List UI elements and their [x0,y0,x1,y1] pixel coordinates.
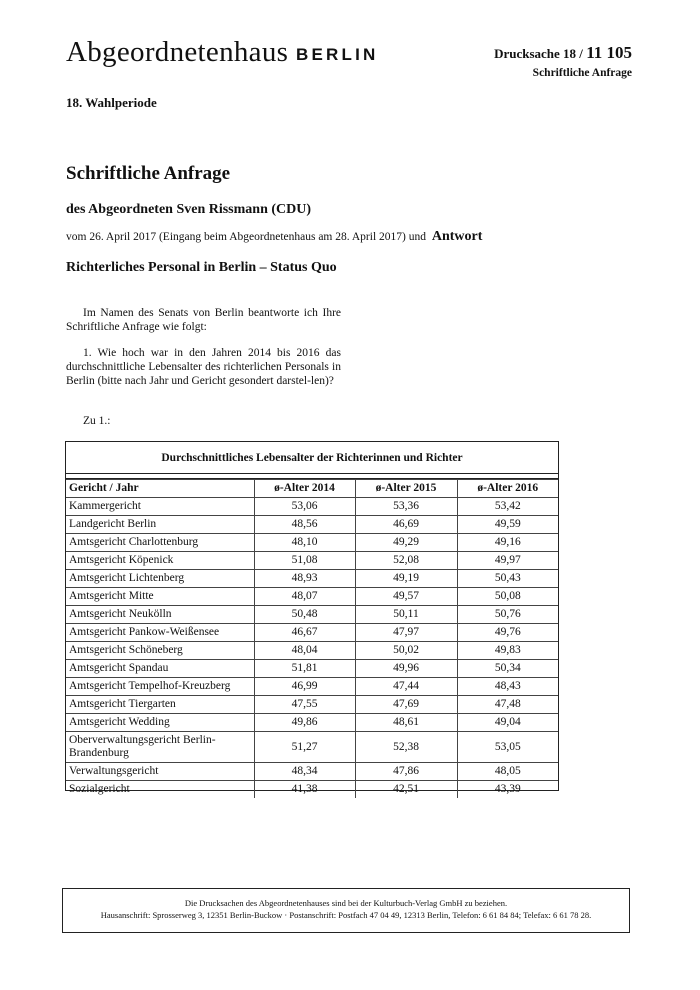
age-2015: 48,61 [355,714,457,732]
age-2016: 53,05 [457,732,558,763]
court-name: Amtsgericht Pankow-Weißensee [66,624,254,642]
age-2016: 49,16 [457,534,558,552]
table-row [66,552,558,570]
age-2016: 47,48 [457,696,558,714]
age-2014: 48,93 [254,570,355,588]
age-2015: 52,08 [355,552,457,570]
table-header-row [66,480,558,498]
age-2016: 50,34 [457,660,558,678]
table-row [66,732,558,763]
age-2016: 49,59 [457,516,558,534]
table-row [66,624,558,642]
age-2014: 49,86 [254,714,355,732]
age-2016: 50,08 [457,588,558,606]
age-2016: 48,43 [457,678,558,696]
court-name: Oberverwaltungsgericht Berlin-Brandenburg [66,732,254,763]
table-row [66,781,558,799]
page-title: Schriftliche Anfrage [66,163,231,184]
header-2015: ø-Alter 2015 [355,480,457,498]
court-name: Amtsgericht Tiergarten [66,696,254,714]
court-name: Landgericht Berlin [66,516,254,534]
age-2014: 47,55 [254,696,355,714]
table-caption: Durchschnittliches Lebensalter der Richterinnen und Richter [66,442,558,474]
table-row [66,516,558,534]
court-name: Kammergericht [66,498,254,516]
header-2016: ø-Alter 2016 [457,480,558,498]
document-type: Schriftliche Anfrage [532,67,632,79]
legislative-period: 18. Wahlperiode [66,95,157,110]
court-name: Amtsgericht Spandau [66,660,254,678]
age-2015: 49,29 [355,534,457,552]
age-2016: 48,05 [457,763,558,781]
court-name: Amtsgericht Neukölln [66,606,254,624]
court-name: Verwaltungsgericht [66,763,254,781]
table-row [66,588,558,606]
table-row [66,714,558,732]
age-2015: 53,36 [355,498,457,516]
table-row [66,534,558,552]
court-name: Amtsgericht Schöneberg [66,642,254,660]
age-2015: 47,97 [355,624,457,642]
age-2014: 53,06 [254,498,355,516]
table-row [66,570,558,588]
age-2014: 46,67 [254,624,355,642]
age-2015: 47,69 [355,696,457,714]
age-2014: 46,99 [254,678,355,696]
age-2015: 49,19 [355,570,457,588]
age-2014: 51,08 [254,552,355,570]
answer-label: Antwort [431,229,483,244]
subject-line: Richterliches Personal in Berlin – Status Quo [66,260,337,275]
court-name: Amtsgericht Köpenick [66,552,254,570]
age-2016: 53,42 [457,498,558,516]
table-row [66,763,558,781]
age-2016: 49,83 [457,642,558,660]
document-number-value: 11 105 [586,43,632,62]
document-number [494,43,632,63]
question-paragraph: 1. Wie hoch war in den Jahren 2014 bis 2016 das durchschnittliche Lebensalter des richterlichen Personals in Berlin (bitte nach Jahr und Gericht gesondert darstel-len)? [66,347,341,387]
age-2016: 49,76 [457,624,558,642]
age-2014: 48,34 [254,763,355,781]
table-row [66,642,558,660]
court-name: Amtsgericht Tempelhof-Kreuzberg [66,678,254,696]
age-2014: 41,38 [254,781,355,799]
age-2015: 50,11 [355,606,457,624]
age-2015: 49,57 [355,588,457,606]
age-2014: 48,04 [254,642,355,660]
header-court: Gericht / Jahr [66,480,254,498]
age-2014: 48,07 [254,588,355,606]
intro-paragraph: Im Namen des Senats von Berlin beantworte ich Ihre Schriftliche Anfrage wie folgt: [66,307,341,333]
age-2015: 50,02 [355,642,457,660]
age-2016: 49,97 [457,552,558,570]
footer [62,888,630,933]
document-label: Drucksache 18 / [494,46,583,61]
age-2015: 47,86 [355,763,457,781]
age-2015: 42,51 [355,781,457,799]
logo-word: Abgeordnetenhaus [66,36,289,68]
age-2016: 50,43 [457,570,558,588]
answer-heading: Zu 1.: [83,415,111,427]
court-name: Amtsgericht Mitte [66,588,254,606]
age-2015: 47,44 [355,678,457,696]
age-2014: 50,48 [254,606,355,624]
table-row [66,606,558,624]
court-name: Amtsgericht Lichtenberg [66,570,254,588]
court-name: Amtsgericht Charlottenburg [66,534,254,552]
author-line: des Abgeordneten Sven Rissmann (CDU) [66,202,312,217]
age-2015: 52,38 [355,732,457,763]
court-name: Amtsgericht Wedding [66,714,254,732]
age-2016: 50,76 [457,606,558,624]
age-2015: 49,96 [355,660,457,678]
table-row [66,660,558,678]
age-2014: 48,10 [254,534,355,552]
header-2014: ø-Alter 2014 [254,480,355,498]
age-2014: 48,56 [254,516,355,534]
table-row [66,498,558,516]
table-row [66,696,558,714]
table-row [66,678,558,696]
age-table-grid [66,479,558,798]
footer-line-2: Hausanschrift: Sprosserweg 3, 12351 Berlin-Buckow · Postanschrift: Postfach 47 04 49, 12313 Berlin, Telefon: 6 61 84 84; Telefax: 6 61 78 28. [100,910,592,920]
age-2016: 43,39 [457,781,558,799]
court-name: Sozialgericht [66,781,254,799]
date-line-text: vom 26. April 2017 (Eingang beim Abgeordnetenhaus am 28. April 2017) und [66,231,426,243]
age-2015: 46,69 [355,516,457,534]
age-table [65,441,559,795]
age-2016: 49,04 [457,714,558,732]
logo-city: BERLIN [296,45,379,64]
footer-line-1: Die Drucksachen des Abgeordnetenhauses sind bei der Kulturbuch-Verlag GmbH zu beziehen. [184,898,508,908]
age-2014: 51,27 [254,732,355,763]
age-2014: 51,81 [254,660,355,678]
date-line [66,229,482,245]
